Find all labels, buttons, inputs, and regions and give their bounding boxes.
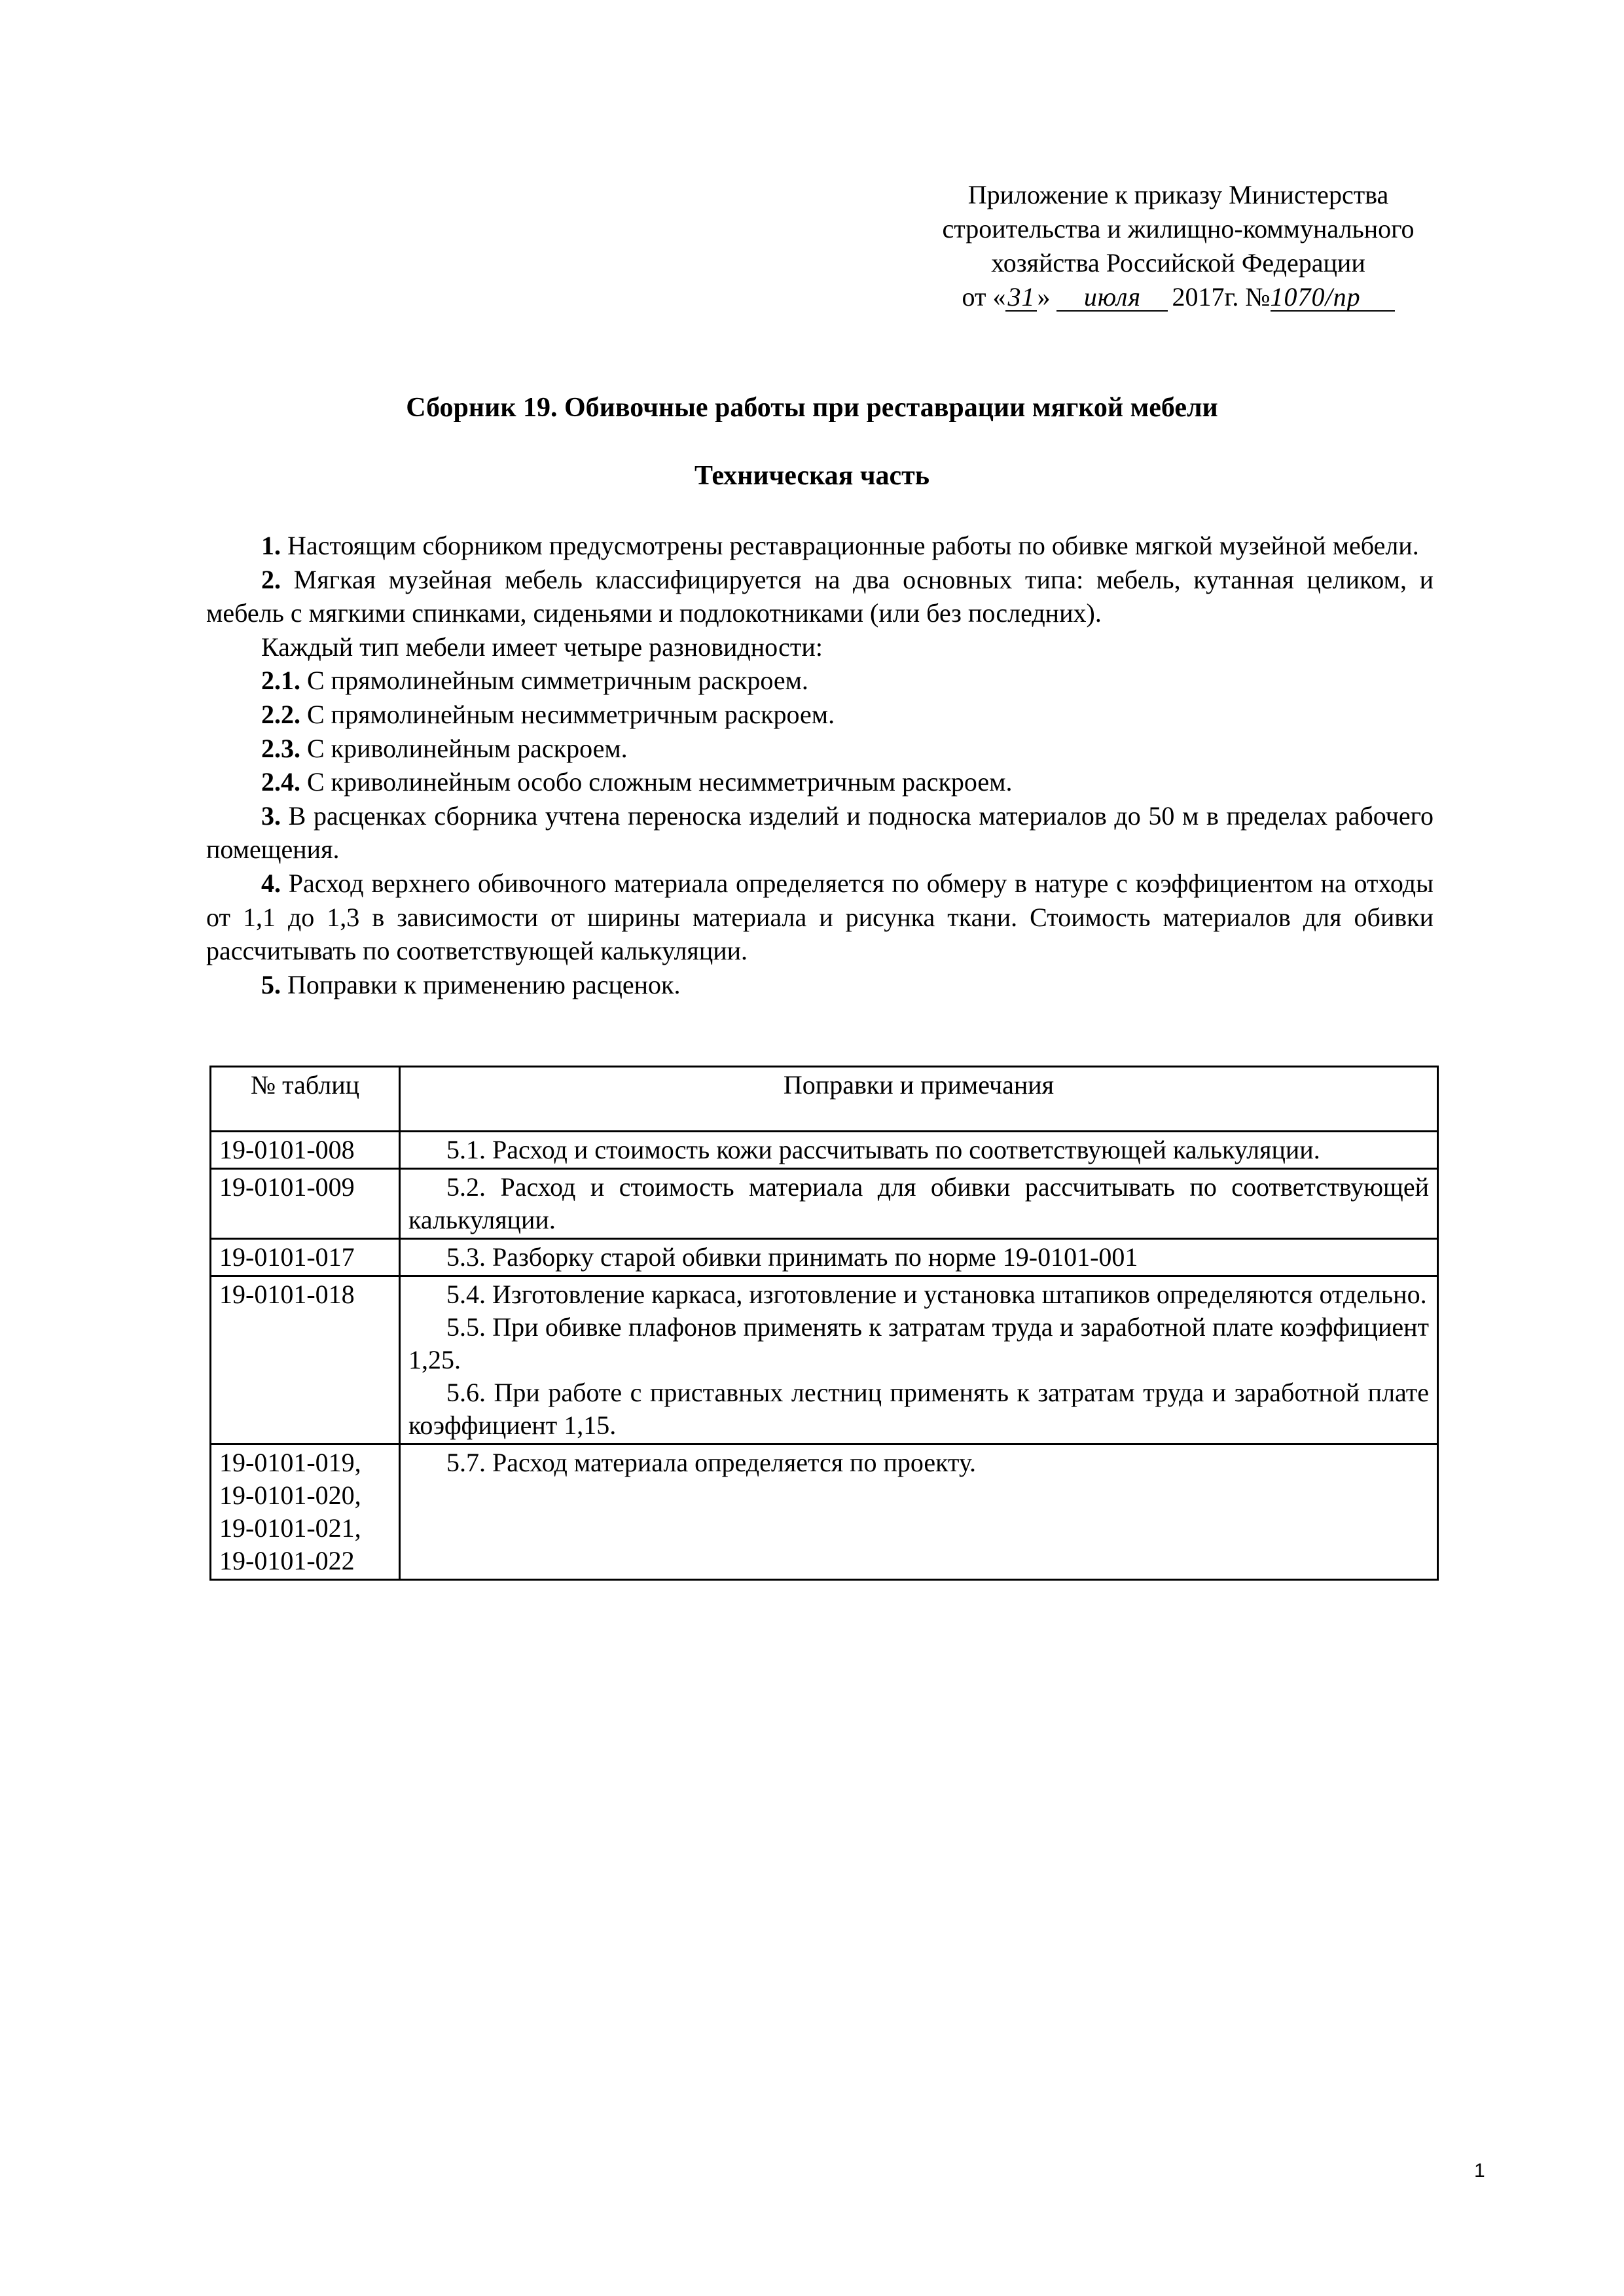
paragraph-text: С криволинейным особо сложным несимметричным раскроем. [300,767,1013,797]
paragraph [206,698,1434,732]
paragraph [206,563,1434,630]
paragraph-number: 3. [261,800,281,831]
table-codes-cell [211,1276,400,1444]
table-note: 5.7. Расход материала определяется по проекту. [446,1448,977,1477]
paragraph-text: С прямолинейным симметричным раскроем. [300,666,808,696]
technical-part-body [206,529,1434,1001]
table-notes-cell [400,1169,1438,1239]
column-header-corrections: Поправки и примечания [400,1067,1438,1132]
table-row [211,1132,1438,1169]
paragraph-number: 2.1. [261,666,300,696]
paragraph [206,529,1434,563]
table-note: 5.2. Расход и стоимость материала для обивки рассчитывать по соответствующей калькуляции. [408,1172,1429,1234]
document-subtitle: Техническая часть [694,461,930,491]
table-code: 19-0101-020, [219,1480,361,1510]
header-line-3: хозяйства Российской Федерации [991,248,1365,278]
table-note: 5.1. Расход и стоимость кожи рассчитывать по соответствующей калькуляции. [446,1135,1320,1164]
table-codes-cell [211,1132,400,1169]
paragraph [206,799,1434,867]
table-codes-cell [211,1239,400,1276]
paragraph-number: 2. [261,564,281,594]
table-note: 5.6. При работе с приставных лестниц применять к затратам труда и заработной плате коэффициент 1,15. [408,1378,1429,1440]
table-codes-cell [211,1169,400,1239]
table-notes-cell [400,1444,1438,1580]
table-code: 19-0101-008 [219,1135,355,1164]
paragraph-number: 2.4. [261,767,300,797]
paragraph-number: 5. [261,969,281,999]
paragraph-text: Каждый тип мебели имеет четыре разновидности: [261,632,823,662]
table-row [211,1444,1438,1580]
order-number-handwritten: 1070/пр [1271,284,1395,312]
paragraph [206,630,1434,664]
paragraph-text: С прямолинейным несимметричным раскроем. [300,699,835,729]
table-notes-cell [400,1276,1438,1444]
paragraph-text: В расценках сборника учтена переноска изделий и подноска материалов до 50 м в пределах рабочего помещения. [206,800,1434,865]
table-code: 19-0101-022 [219,1546,355,1575]
table-row [211,1276,1438,1444]
table-note: 5.3. Разборку старой обивки принимать по норме 19-0101-001 [446,1242,1138,1272]
table-row [211,1239,1438,1276]
table-notes-cell [400,1239,1438,1276]
corrections-table [209,1066,1439,1581]
header-line-2: строительства и жилищно-коммунального [942,214,1415,243]
paragraph [206,765,1434,799]
page-number: 1 [1474,2160,1485,2181]
paragraph [206,867,1434,968]
paragraph-text: С криволинейным раскроем. [300,733,628,763]
date-day-handwritten: 31 [1005,284,1037,312]
table-code: 19-0101-018 [219,1280,355,1309]
header-line-1: Приложение к приказу Министерства [967,180,1389,209]
date-prefix: от « [962,282,1006,312]
table-code: 19-0101-021, [219,1513,361,1543]
paragraph-number: 2.3. [261,733,300,763]
paragraph-text: Настоящим сборником предусмотрены реставрационные работы по обивке мягкой музейной мебели. [281,531,1419,560]
table-codes-cell [211,1444,400,1580]
paragraph-text: Поправки к применению расценок. [281,969,681,999]
header-date-line [884,280,1473,314]
paragraph [206,664,1434,698]
paragraph-text: Мягкая музейная мебель классифицируется на два основных типа: мебель, кутанная целиком, и мебель с мягкими спинками, сиденьями и подлокотниками (или без последних). [206,564,1434,628]
date-month-handwritten: июля [1056,284,1168,312]
table-note: 5.4. Изготовление каркаса, изготовление и установка штапиков определяются отдельно. [446,1280,1427,1309]
paragraph-number: 2.2. [261,699,300,729]
table-notes-cell [400,1132,1438,1169]
appendix-header [884,178,1473,314]
date-year: 2017г. № [1172,282,1271,312]
document-title: Сборник 19. Обивочные работы при реставрации мягкой мебели [406,393,1218,423]
table-note: 5.5. При обивке плафонов применять к затратам труда и заработной плате коэффициент 1,25. [408,1312,1429,1374]
table-code: 19-0101-017 [219,1242,355,1272]
column-header-tables: № таблиц [211,1067,400,1132]
table-code: 19-0101-009 [219,1172,355,1202]
table-header-row [211,1067,1438,1132]
date-quote-close: » [1037,282,1051,312]
paragraph-text: Расход верхнего обивочного материала определяется по обмеру в натуре с коэффициентом на отходы от 1,1 до 1,3 в зависимости от ширины материала и рисунка ткани. Стоимость материалов для обивки рассчитывать по соответствующей калькуляции. [206,868,1434,966]
paragraph [206,968,1434,1002]
paragraph-number: 4. [261,868,281,898]
table-code: 19-0101-019, [219,1448,361,1477]
table-row [211,1169,1438,1239]
paragraph-number: 1. [261,531,281,560]
paragraph [206,732,1434,766]
